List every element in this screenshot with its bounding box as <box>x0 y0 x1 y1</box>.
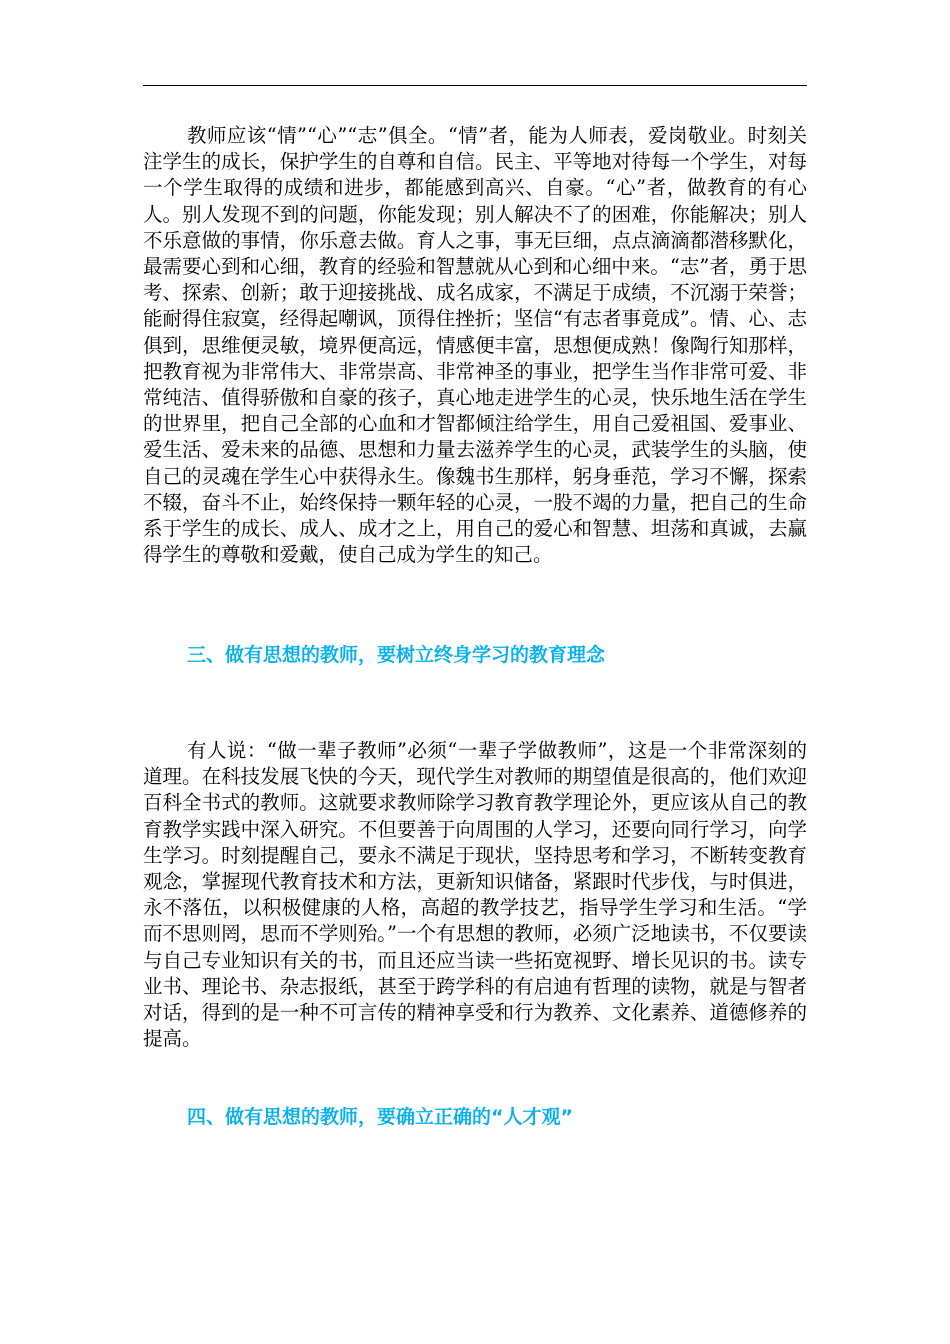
header-rule <box>143 85 807 86</box>
section-heading-4: 四、做有思想的教师，要确立正确的“人才观” <box>187 1106 573 1128</box>
body-paragraph-1: 教师应该“情”“心”“志”俱全。“情”者，能为人师表，爱岗敬业。时刻关注学生的成长，保护学生的自尊和自信。民主、平等地对待每一个学生，对每一个学生取得的成绩和进步，都能感到高兴、自豪。“心”者，做教育的有心人。别人发现不到的问题，你能发现；别人解决不了的困难，你能解决；别人不乐意做的事情，你乐意去做。育人之事，事无巨细，点点滴滴都潜移默化，最需要心到和心细，教育的经验和智慧就从心到和心细中来。“志”者，勇于思考、探索、创新；敢于迎接挑战、成名成家，不满足于成绩，不沉溺于荣誉；能耐得住寂寞，经得起嘲讽，顶得住挫折；坚信“有志者事竟成”。情、心、志俱到，思维便灵敏，境界便高远，情感便丰富，思想便成熟！像陶行知那样，把教育视为非常伟大、非常崇高、非常神圣的事业，把学生当作非常可爱、非常纯洁、值得骄傲和自豪的孩子，真心地走进学生的心灵，快乐地生活在学生的世界里，把自己全部的心血和才智都倾注给学生，用自己爱祖国、爱事业、爱生活、爱未来的品德、思想和力量去滋养学生的心灵，武装学生的头脑，使自己的灵魂在学生心中获得永生。像魏书生那样，躬身垂范，学习不懈，探索不辍，奋斗不止，始终保持一颗年轻的心灵，一股不竭的力量，把自己的生命系于学生的成长、成人、成才之上，用自己的爱心和智慧、坦荡和真诚，去赢得学生的尊敬和爱戴，使自己成为学生的知己。 <box>143 124 807 567</box>
section-heading-3: 三、做有思想的教师，要树立终身学习的教育理念 <box>187 644 606 666</box>
body-paragraph-2: 有人说：“做一辈子教师”必须“一辈子学做教师”，这是一个非常深刻的道理。在科技发展飞快的今天，现代学生对教师的期望值是很高的，他们欢迎百科全书式的教师。这就要求教师除学习教育教学理论外，更应该从自己的教育教学实践中深入研究。不但要善于向周围的人学习，还要向同行学习，向学生学习。时刻提醒自己，要永不满足于现状，坚持思考和学习，不断转变教育观念，掌握现代教育技术和方法，更新知识储备，紧跟时代步伐，与时俱进，永不落伍，以积极健康的人格，高超的教学技艺，指导学生学习和生活。“学而不思则罔，思而不学则殆。”一个有思想的教师，必须广泛地读书，不仅要读与自己专业知识有关的书，而且还应当读一些拓宽视野、增长见识的书。读专业书、理论书、杂志报纸，甚至于跨学科的有启迪有哲理的读物，就是与智者对话，得到的是一种不可言传的精神享受和行为教养、文化素养、道德修养的提高。 <box>143 739 807 1051</box>
